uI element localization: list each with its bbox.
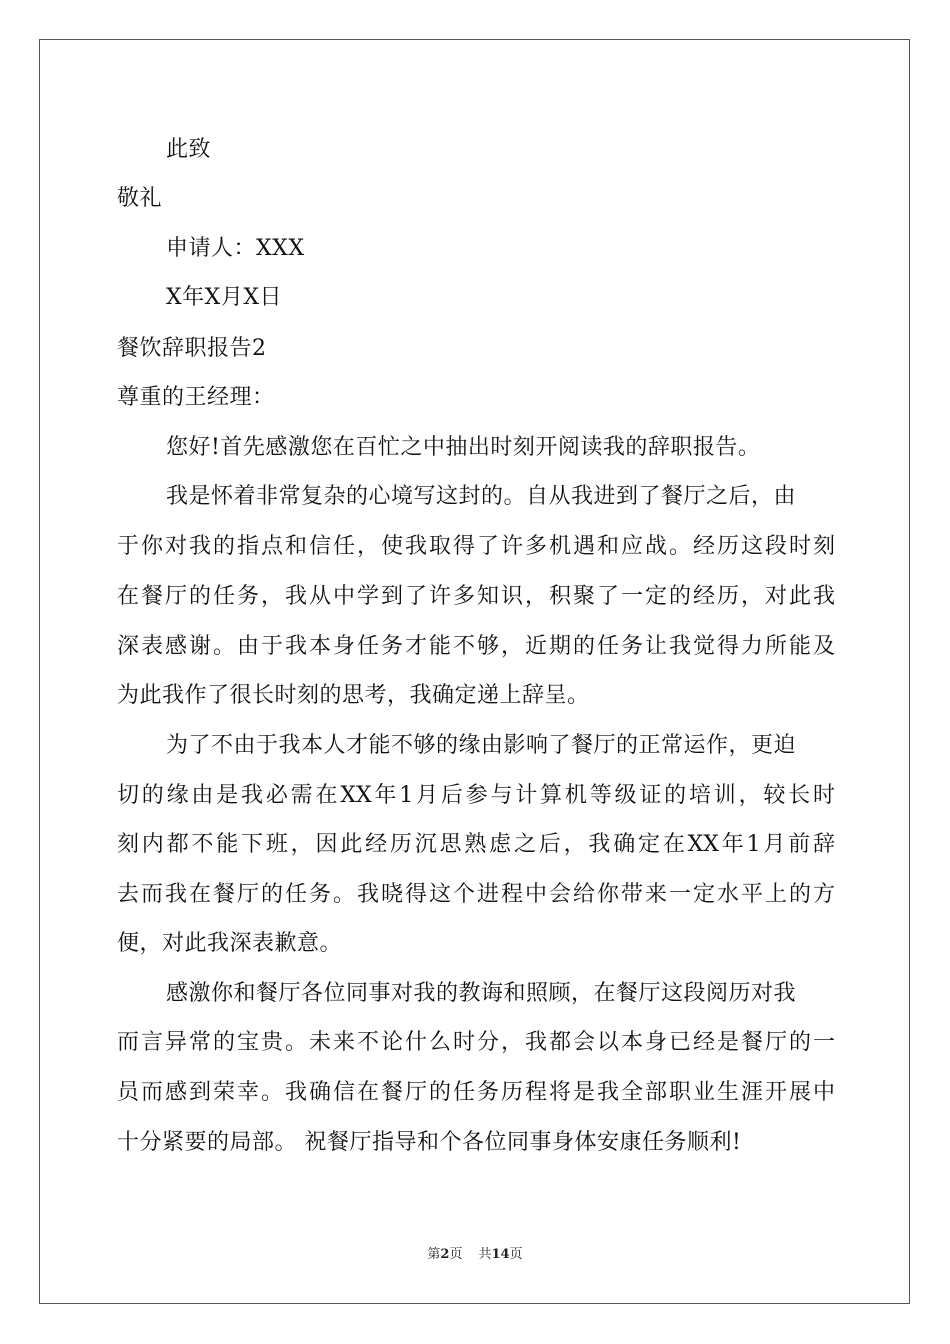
greeting: 尊重的王经理：: [117, 385, 275, 410]
closing-salutation: 此致: [166, 137, 212, 162]
paragraph-3-line: 刻内都不能下班，因此经历沉思熟虑之后，我确定在XX年1月前辞: [117, 832, 835, 857]
footer-page-number: 2: [440, 1247, 450, 1262]
paragraph-4-line: 而言异常的宝贵。未来不论什么时分，我都会以本身已经是餐厅的一: [117, 1030, 835, 1055]
paragraph-2-line: 为此我作了很长时刻的思考，我确定递上辞呈。: [117, 683, 590, 708]
footer-total-suffix: 页: [509, 1247, 523, 1262]
footer-total-pages: 14: [491, 1247, 510, 1262]
footer-page-prefix: 第: [427, 1247, 441, 1262]
paragraph-3-line: 切的缘由是我必需在XX年1月后参与计算机等级证的培训，较长时: [117, 783, 835, 808]
paragraph-3-line: 去而我在餐厅的任务。我晓得这个进程中会给你带来一定水平上的方: [117, 882, 835, 907]
page-border: [39, 39, 910, 1304]
paragraph-2-line: 我是怀着非常复杂的心境写这封的。自从我进到了餐厅之后，由: [166, 484, 797, 509]
paragraph-1-line: 您好!首先感激您在百忙之中抽出时刻开阅读我的辞职报告。: [166, 435, 761, 460]
footer-page-suffix: 页: [449, 1247, 463, 1262]
closing-respect: 敬礼: [117, 186, 163, 211]
paragraph-3-line: 为了不由于我本人才能不够的缘由影响了餐厅的正常运作，更迫: [166, 733, 797, 758]
paragraph-2-line: 深表感谢。由于我本身任务才能不够，近期的任务让我觉得力所能及: [117, 634, 835, 659]
paragraph-2-line: 在餐厅的任务，我从中学到了许多知识，积聚了一定的经历，对此我: [117, 584, 835, 609]
paragraph-4-line: 十分紧要的局部。 祝餐厅指导和个各位同事身体安康任务顺利!: [117, 1130, 742, 1155]
paragraph-3-line: 便，对此我深表歉意。: [117, 931, 343, 956]
footer-total-prefix: 共: [478, 1247, 492, 1262]
paragraph-4-line: 员而感到荣幸。我确信在餐厅的任务历程将是我全部职业生涯开展中: [117, 1080, 835, 1105]
page-footer: [0, 1246, 950, 1264]
paragraph-2-line: 于你对我的指点和信任，使我取得了许多机遇和应战。经历这段时刻: [117, 534, 835, 559]
paragraph-4-line: 感激你和餐厅各位同事对我的教诲和照顾，在餐厅这段阅历对我: [166, 981, 797, 1006]
report-title: 餐饮辞职报告2: [117, 336, 267, 361]
date-line: X年X月X日: [166, 285, 282, 310]
applicant-line: 申请人：XXX: [166, 236, 305, 261]
